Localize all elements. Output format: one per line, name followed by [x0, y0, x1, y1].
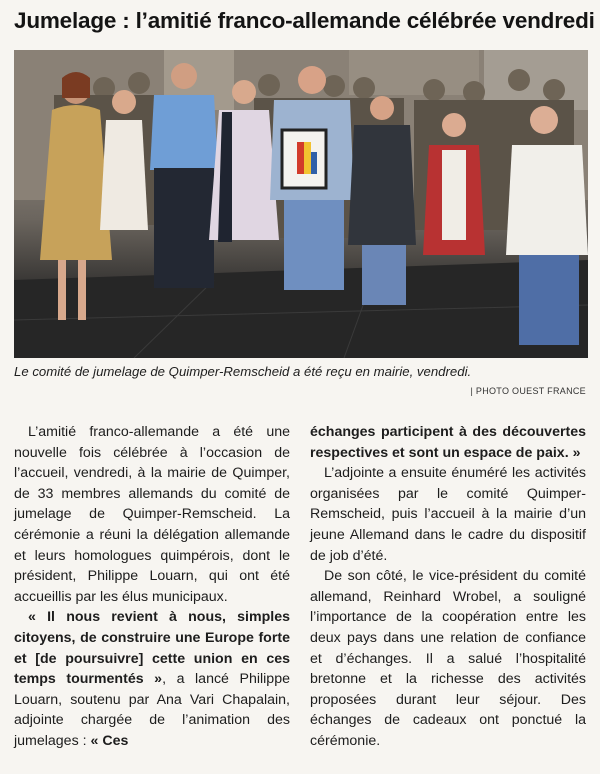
paragraph: L’amitié franco-allemande a été une nouvelle fois célébrée à l’occasion de l’accueil, vendredi, à la mairie de Quimper, de 33 membres allemands du comité de jumelage de Quimper-Remscheid. La cérémonie a réuni la délégation allemande et leurs homologues quimpérois, dont le président, Philippe Louarn, qui ont été accueillis par les élus municipaux. — [14, 424, 290, 605]
paragraph: L’adjointe a ensuite énuméré les activités organisées par le comité Quimper-Remscheid, puis l’accueil à la mairie d’un jeune Allemand dans le cadre du dispositif de job d’été. — [310, 465, 586, 564]
group-photo — [14, 50, 588, 358]
photo-caption: Le comité de jumelage de Quimper-Remscheid a été reçu en mairie, vendredi. — [14, 364, 472, 379]
photo-credit: | PHOTO OUEST FRANCE — [470, 386, 586, 396]
framed-picture-yellow — [304, 142, 311, 174]
paragraph: De son côté, le vice-président du comité allemand, Reinhard Wrobel, a souligné l’importance de la coopération entre les deux pays dans une relation de confiance et d’échanges. Il a salué l’hospitalité bretonne et la richesse des activités proposées durant leur séjour. Des échanges de cadeaux ont ponctué la cérémonie. — [310, 568, 586, 749]
paragraph — [14, 607, 290, 751]
framed-picture-blue — [311, 152, 317, 174]
paragraph-text: , a lancé Philippe Louarn, soutenu par Ana Vari Chapalain, adjointe chargée de l’animation des jumelages : — [14, 671, 290, 749]
quote-start: « Ces — [90, 732, 129, 749]
group-photo-illustration — [14, 50, 588, 358]
article-column-left — [14, 422, 290, 752]
quote-end: échanges participent à des découvertes respectives et sont un espace de paix. » — [310, 424, 586, 461]
article-headline: Jumelage : l’amitié franco-allemande célébrée vendredi — [14, 8, 595, 33]
quote: « Il nous revient à nous, simples citoyens, de construire une Europe forte et [de poursuivre] cette union en ces temps tourmentés » — [14, 609, 290, 688]
article-column-right — [310, 422, 586, 752]
framed-picture-red — [297, 142, 304, 174]
